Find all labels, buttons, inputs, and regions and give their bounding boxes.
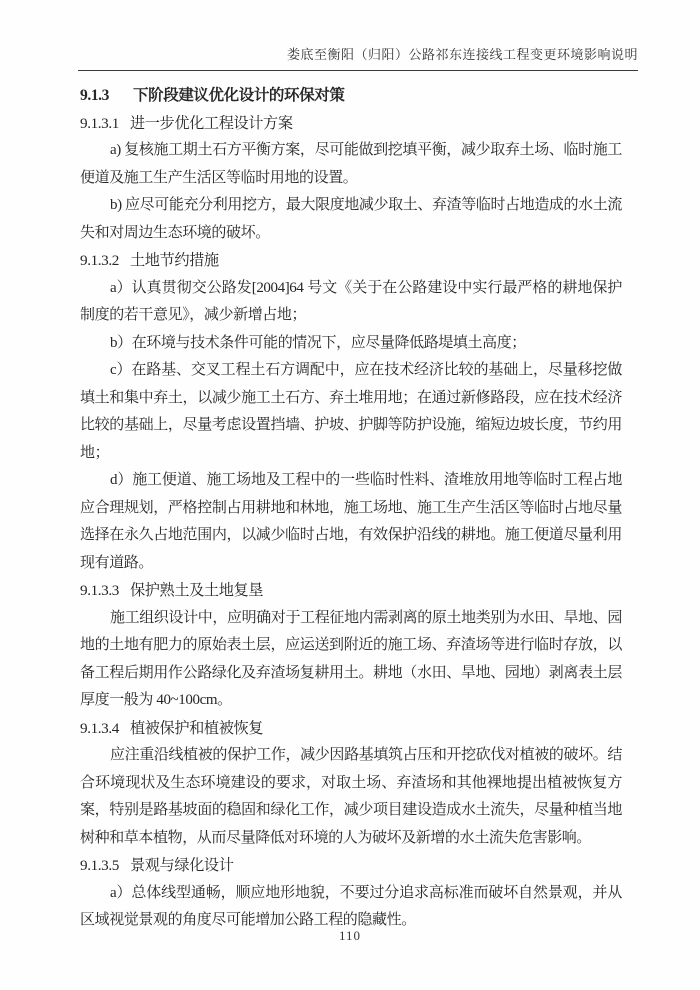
section-heading-9-1-3-2 [80, 247, 622, 275]
page-footer [0, 928, 700, 944]
paragraph-9-1-3-2-c: c）在路基、交叉工程土石方调配中，应在技术经济比较的基础上，尽量移挖做填土和集中弃土，以减少施工土石方、弃土堆用地；在通过新修路段，应在技术经济比较的基础上，尽量考虑设置挡墙、护坡、护脚等防护设施，缩短边坡长度，节约用地； [80, 362, 622, 461]
section-number: 9.1.3.3 [80, 582, 119, 599]
section-number: 9.1.3.5 [80, 857, 119, 874]
paragraph-9-1-3-1-b: b) 应尽可能充分利用挖方，最大限度地减少取土、弃渣等临时占地造成的水土流失和对周边生态环境的破坏。 [80, 197, 622, 241]
document-body [80, 82, 622, 935]
section-title: 景观与绿化设计 [129, 857, 234, 874]
section-title: 土地节约措施 [129, 252, 219, 269]
section-number: 9.1.3.4 [80, 719, 119, 737]
paragraph-9-1-3-3: 施工组织设计中，应明确对于工程征地内需剥离的原土地类别为水田、旱地、园地的土地有肥力的原始表土层，应运送到附近的施工场、弃渣场等进行临时存放，以备工程后期用作公路绿化及弃渣场复耕用土。耕地（水田、旱地、园地）剥离表土层厚度一般为 40~100cm。 [80, 609, 622, 708]
section-number: 9.1.3.2 [80, 252, 119, 269]
section-title: 下阶段建议优化设计的环保对策 [133, 87, 345, 104]
page-number: 110 [338, 928, 362, 943]
section-title: 保护熟土及土地复垦 [129, 582, 264, 599]
paragraph-9-1-3-5-a: a）总体线型通畅，顺应地形地貌，不要过分追求高标准而破坏自然景观，并从区域视觉景观的角度尽可能增加公路工程的隐藏性。 [80, 884, 622, 928]
running-header-title: 娄底至衡阳（归阳）公路祁东连接线工程变更环境影响说明 [286, 47, 638, 62]
page-header [78, 44, 638, 71]
section-heading-9-1-3-3 [80, 577, 622, 605]
paragraph-9-1-3-2-d: d）施工便道、施工场地及工程中的一些临时性料、渣堆放用地等临时工程占地应合理规划，严格控制占用耕地和林地，施工场地、施工生产生活区等临时占地尽量选择在永久占地范围内，以减少临时占地，有效保护沿线的耕地。施工便道尽量利用现有道路。 [80, 472, 622, 571]
paragraph-9-1-3-1-a: a) 复核施工期土石方平衡方案，尽可能做到挖填平衡，减少取弃土场、临时施工便道及施工生产生活区等临时用地的设置。 [80, 142, 622, 186]
section-number: 9.1.3 [80, 87, 110, 104]
paragraph-9-1-3-2-a: a）认真贯彻交公路发[2004]64 号文《关于在公路建设中实行最严格的耕地保护制度的若干意见》，减少新增占地； [80, 279, 622, 323]
paragraph-9-1-3-4: 应注重沿线植被的保护工作，减少因路基填筑占压和开挖砍伐对植被的破坏。结合环境现状及生态环境建设的要求，对取土场、弃渣场和其他裸地提出植被恢复方案，特别是路基坡面的稳固和绿化工作，减少项目建设造成水土流失，尽量种植当地树种和草本植物，从而尽量降低对环境的人为破坏及新增的水土流失危害影响。 [80, 747, 622, 846]
paragraph-9-1-3-2-b: b）在环境与技术条件可能的情况下，应尽量降低路堤填土高度； [110, 334, 526, 351]
section-heading-9-1-3-5 [80, 852, 622, 880]
section-title: 植被保护和植被恢复 [129, 719, 264, 737]
section-heading-9-1-3-4 [80, 715, 622, 743]
section-heading-9-1-3-1 [80, 110, 622, 138]
section-number: 9.1.3.1 [80, 114, 119, 132]
section-title: 进一步优化工程设计方案 [129, 114, 293, 132]
section-heading-9-1-3 [80, 82, 622, 110]
